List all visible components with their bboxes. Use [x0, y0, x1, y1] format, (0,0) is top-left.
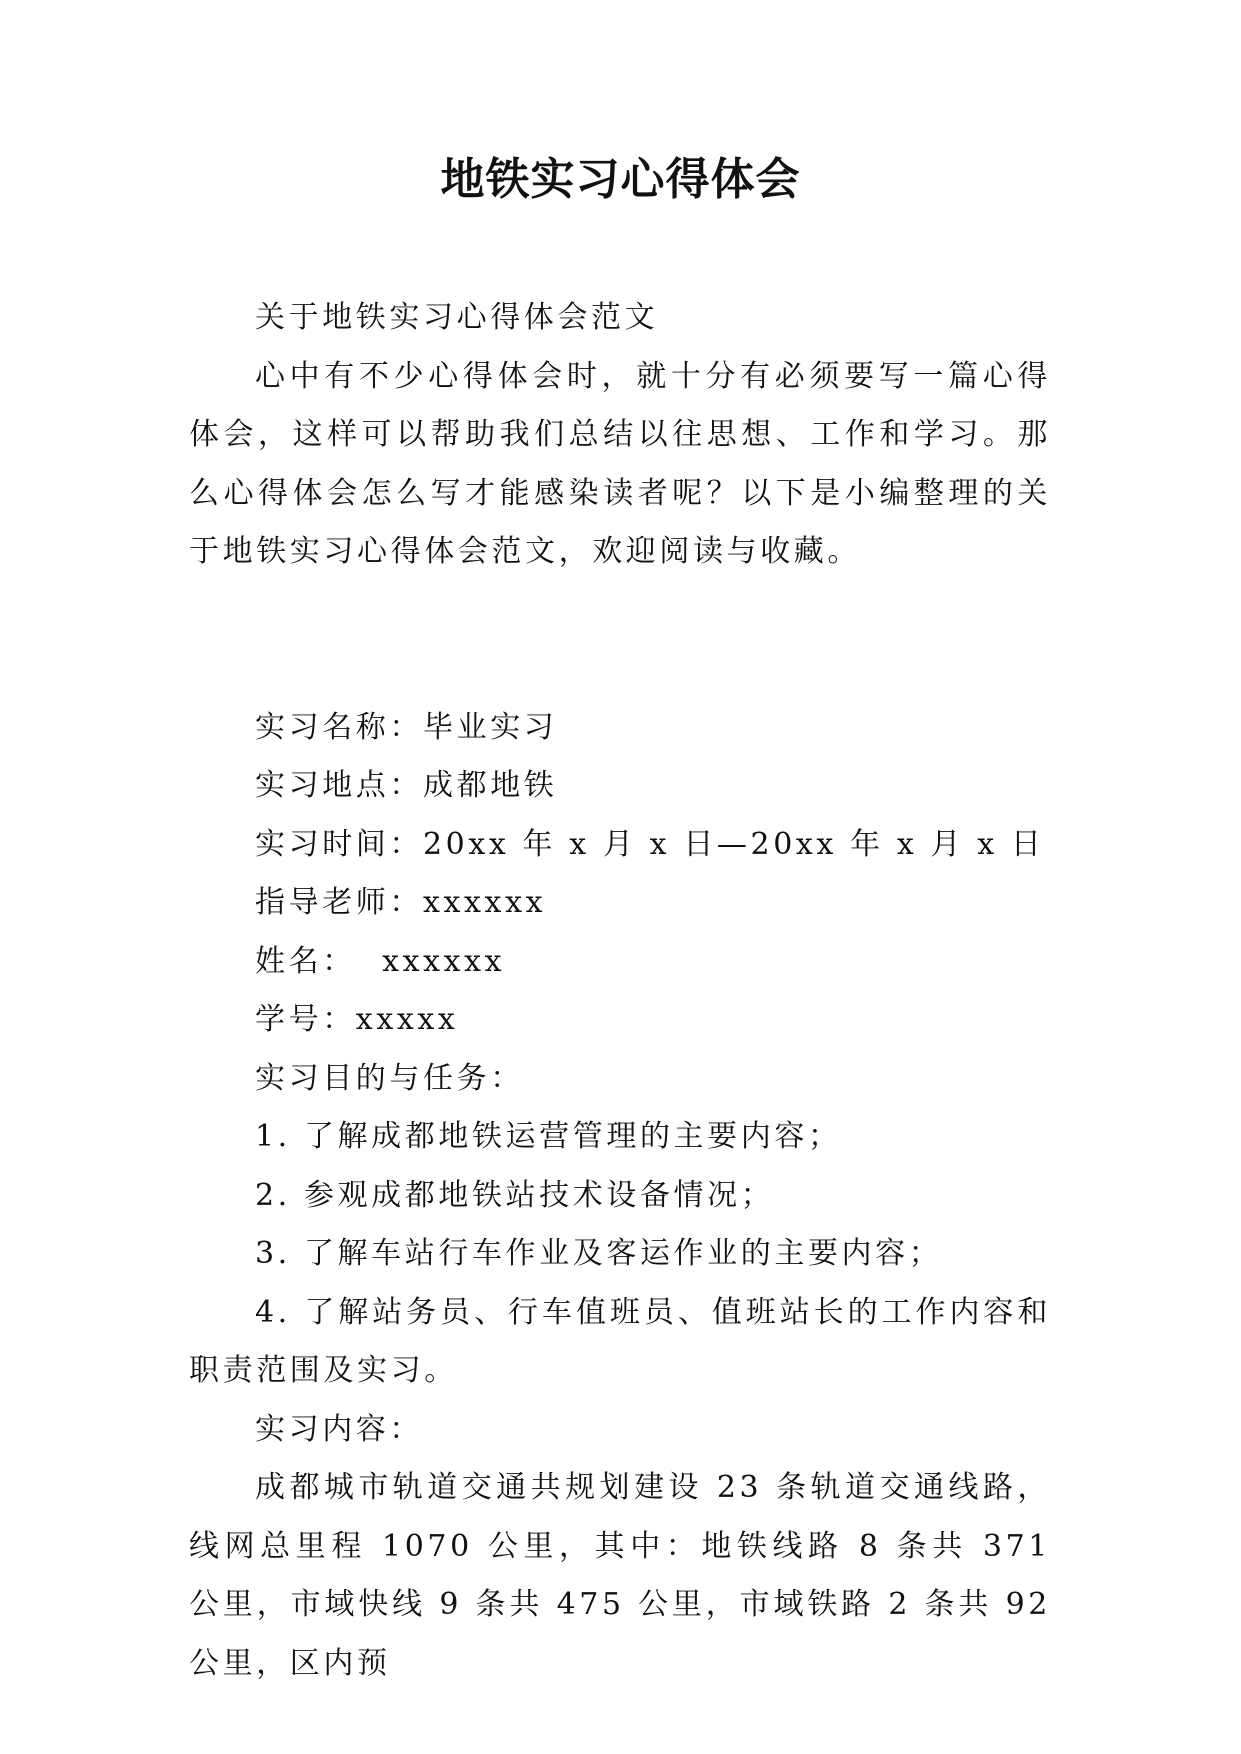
intro-heading: 关于地铁实习心得体会范文	[255, 300, 659, 335]
goal-item-4: 4. 了解站务员、行车值班员、值班站长的工作内容和职责范围及实习。	[189, 1294, 1051, 1388]
info-internship-time: 实习时间：20xx 年 x 月 x 日—20xx 年 x 月 x 日	[255, 826, 1045, 862]
content-paragraph: 成都城市轨道交通共规划建设 23 条轨道交通线路，线网总里程 1070 公里，其中：地铁线路 8 条共 371 公里，市域快线 9 条共 475 公里，市域铁路 2 条共 92 公里，区内预	[189, 1470, 1051, 1681]
info-internship-location: 实习地点：成都地铁	[255, 768, 558, 803]
goal-item-1: 1. 了解成都地铁运营管理的主要内容；	[255, 1119, 842, 1154]
info-supervisor: 指导老师：xxxxxx	[255, 885, 547, 920]
info-student-name: 姓名： xxxxxx	[255, 943, 506, 979]
goals-heading: 实习目的与任务：	[255, 1060, 524, 1096]
info-student-id: 学号：xxxxx	[255, 1002, 459, 1037]
goal-item-2: 2. 参观成都地铁站技术设备情况；	[255, 1177, 775, 1213]
info-internship-name: 实习名称：毕业实习	[255, 709, 558, 745]
content-heading: 实习内容：	[255, 1411, 423, 1447]
paragraph-gap	[189, 582, 1051, 699]
goal-item-3: 3. 了解车站行车作业及客运作业的主要内容；	[255, 1236, 943, 1271]
document-body	[189, 289, 1051, 1693]
intro-paragraph: 心中有不少心得体会时，就十分有必须要写一篇心得体会，这样可以帮助我们总结以往思想、工作和学习。那么心得体会怎么写才能感染读者呢？以下是小编整理的关于地铁实习心得体会范文，欢迎阅读与收藏。	[189, 358, 1051, 569]
document-title: 地铁实习心得体会	[440, 154, 801, 205]
